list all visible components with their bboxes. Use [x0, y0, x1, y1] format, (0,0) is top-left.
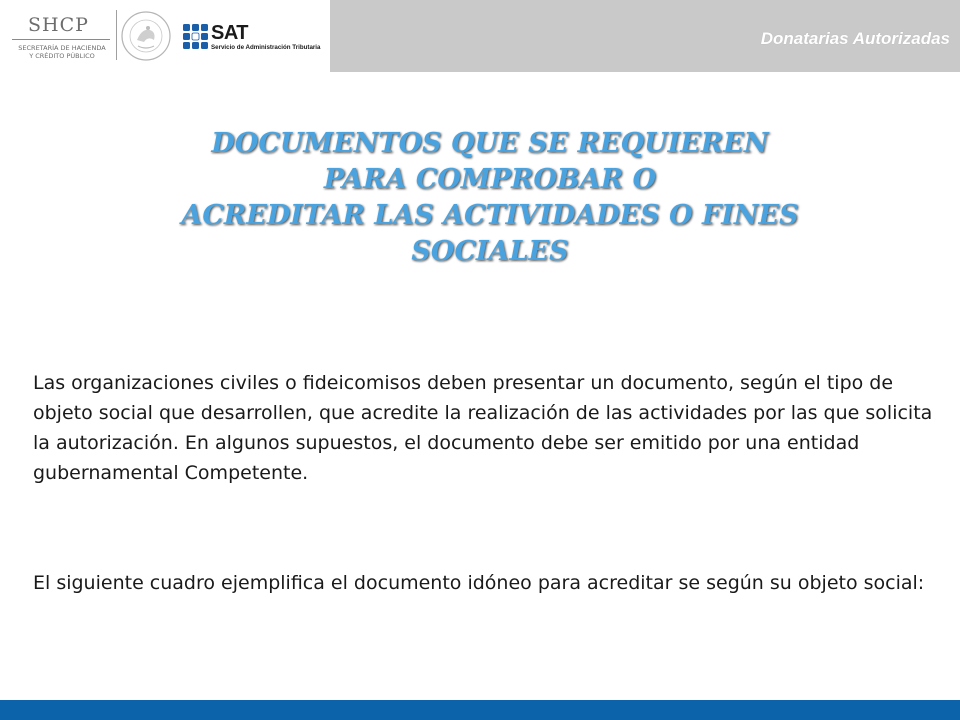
header-banner — [330, 0, 960, 72]
page-title — [90, 126, 890, 270]
shcp-subtitle-line2: Y CRÉDITO PÚBLICO — [29, 52, 95, 60]
title-line-2: PARA COMPROBAR O — [323, 164, 657, 195]
sat-logo — [183, 22, 328, 54]
title-line-4: SOCIALES — [411, 236, 569, 267]
title-line-3: ACREDITAR LAS ACTIVIDADES O FINES — [181, 200, 799, 231]
title-line-1: DOCUMENTOS QUE SE REQUIEREN — [211, 128, 769, 159]
national-seal-icon — [120, 10, 172, 62]
shcp-underline — [12, 39, 110, 40]
sat-grid-icon — [183, 24, 209, 50]
header-logos — [0, 0, 330, 72]
logo-divider — [116, 10, 117, 60]
sat-subtitle: Servicio de Administración Tributaria — [211, 44, 321, 51]
sat-wordmark: SAT — [211, 22, 249, 44]
table-lead-paragraph: El siguiente cuadro ejemplifica el documento idóneo para acreditar se según su objeto social: — [33, 572, 925, 594]
shcp-logo — [10, 14, 114, 64]
shcp-wordmark: SHCP — [28, 14, 89, 36]
footer-bar — [0, 700, 960, 720]
shcp-subtitle-line1: SECRETARÍA DE HACIENDA — [18, 44, 106, 52]
section-title: Donatarias Autorizadas — [760, 29, 950, 48]
intro-paragraph: Las organizaciones civiles o fideicomisos deben presentar un documento, según el tipo de objeto social que desarrollen, que acredite la realización de las actividades por las que solicita la autorización. En algunos supuestos, el documento debe ser emitido por una entidad gubernamental Competente. — [33, 372, 933, 484]
